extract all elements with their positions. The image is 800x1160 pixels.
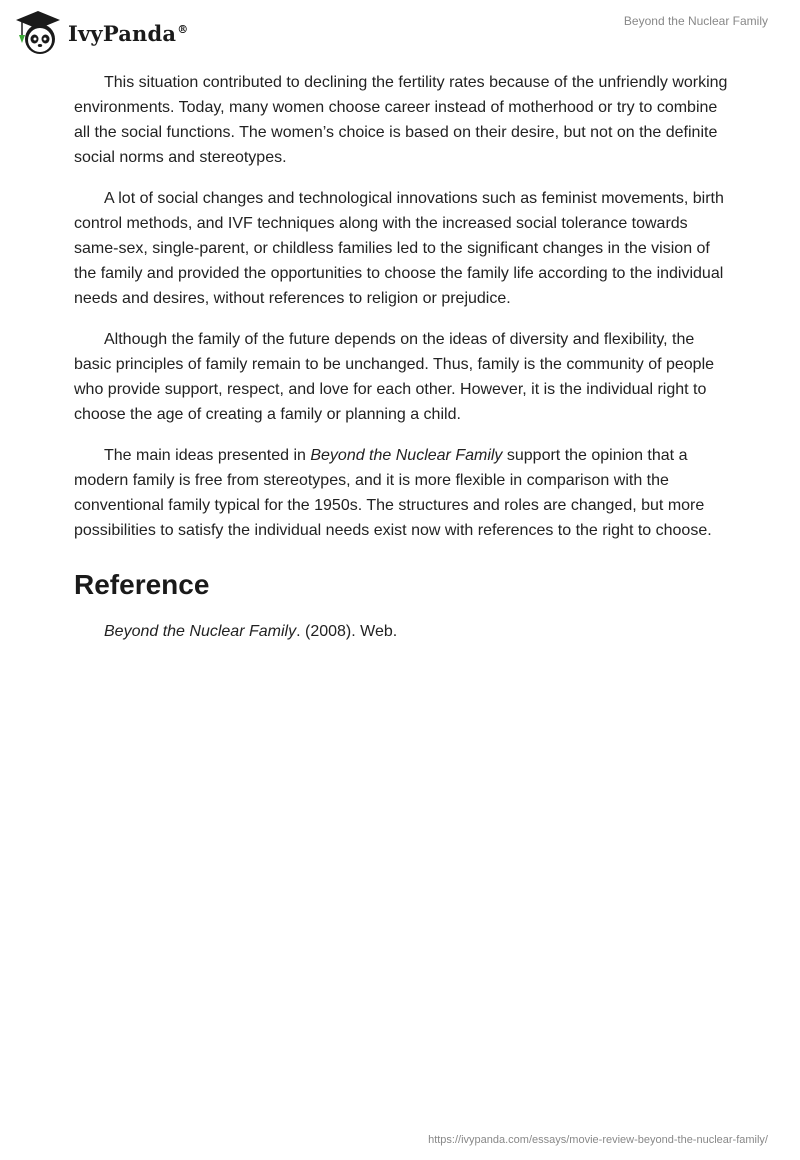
- paragraph: Although the family of the future depends on the ideas of diversity and flexibility, the basic principles of family remain to be unchanged. Thus, family is the community of people who provide support, respect, and love for each other. However, it is the individual right to choose the age of creating a family or planning a child.: [74, 331, 715, 423]
- film-title: Beyond the Nuclear Family: [310, 447, 503, 464]
- reference-details: . (2008). Web.: [296, 623, 398, 640]
- paragraph-text: The main ideas presented in: [104, 447, 311, 464]
- reference-entry: [74, 619, 728, 644]
- paragraph: [74, 443, 728, 543]
- running-title: Beyond the Nuclear Family: [623, 14, 768, 28]
- page-header: [0, 0, 800, 60]
- ivypanda-logo[interactable]: [14, 8, 188, 58]
- paragraph: This situation contributed to declining the fertility rates because of the unfriendly working environments. Today, many women choose career instead of motherhood or try to combine all the social functions. The women’s choice is based on their desire, but not on the definite social norms and stereotypes.: [74, 74, 728, 166]
- essay-content: [74, 70, 728, 644]
- source-url[interactable]: https://ivypanda.com/essays/movie-review-beyond-the-nuclear-family/: [428, 1134, 768, 1146]
- registered-mark: ®: [177, 22, 189, 36]
- brand-name: IvyPanda®: [68, 20, 189, 46]
- panda-graduation-cap-icon: [14, 9, 62, 57]
- reference-heading: Reference: [74, 569, 210, 600]
- paragraph: A lot of social changes and technological innovations such as feminist movements, birth control methods, and IVF techniques along with the increased social tolerance towards same-sex, single-parent, or childless families led to the significant changes in the vision of the family and provided the opportunities to choose the family life according to the individual needs and desires, without references to religion or prejudice.: [74, 190, 724, 307]
- paragraph-text: support the opinion that a modern family is free from stereotypes, and it is more flexible in comparison with the conventional family typical for the 1950s. The structures and roles are changed, but more possibilities to satisfy the individual needs exist now with references to the right to choose.: [74, 447, 712, 539]
- reference-title: Beyond the Nuclear Family: [104, 623, 297, 640]
